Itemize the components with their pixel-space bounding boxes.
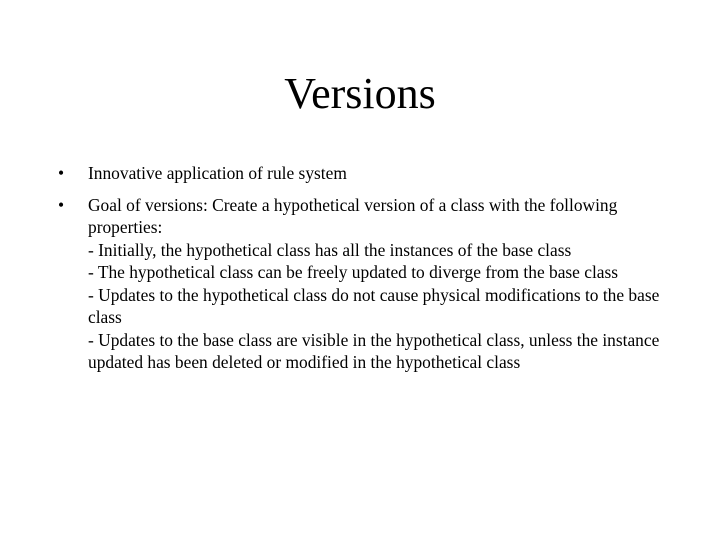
slide-title: Versions xyxy=(284,69,436,118)
bullet-dot-icon: • xyxy=(58,194,65,215)
bullet-item xyxy=(58,194,668,374)
property-line: - Updates to the base class are visible in the hypothetical class, unless the instance updated has been deleted or modified in the hypothetical class xyxy=(88,329,660,372)
bullet-dot-icon: • xyxy=(58,163,65,183)
bullet-text: Innovative application of rule system xyxy=(88,163,347,183)
property-line: - Updates to the hypothetical class do not cause physical modifications to the base class xyxy=(88,284,660,327)
property-line: - Initially, the hypothetical class has all the instances of the base class xyxy=(88,239,572,260)
property-line: - The hypothetical class can be freely updated to diverge from the base class xyxy=(88,262,619,282)
bullet-text: Goal of versions: Create a hypothetical version of a class with the following properties: xyxy=(88,194,618,237)
bullet-item xyxy=(58,162,668,185)
bullet-list xyxy=(58,162,668,374)
